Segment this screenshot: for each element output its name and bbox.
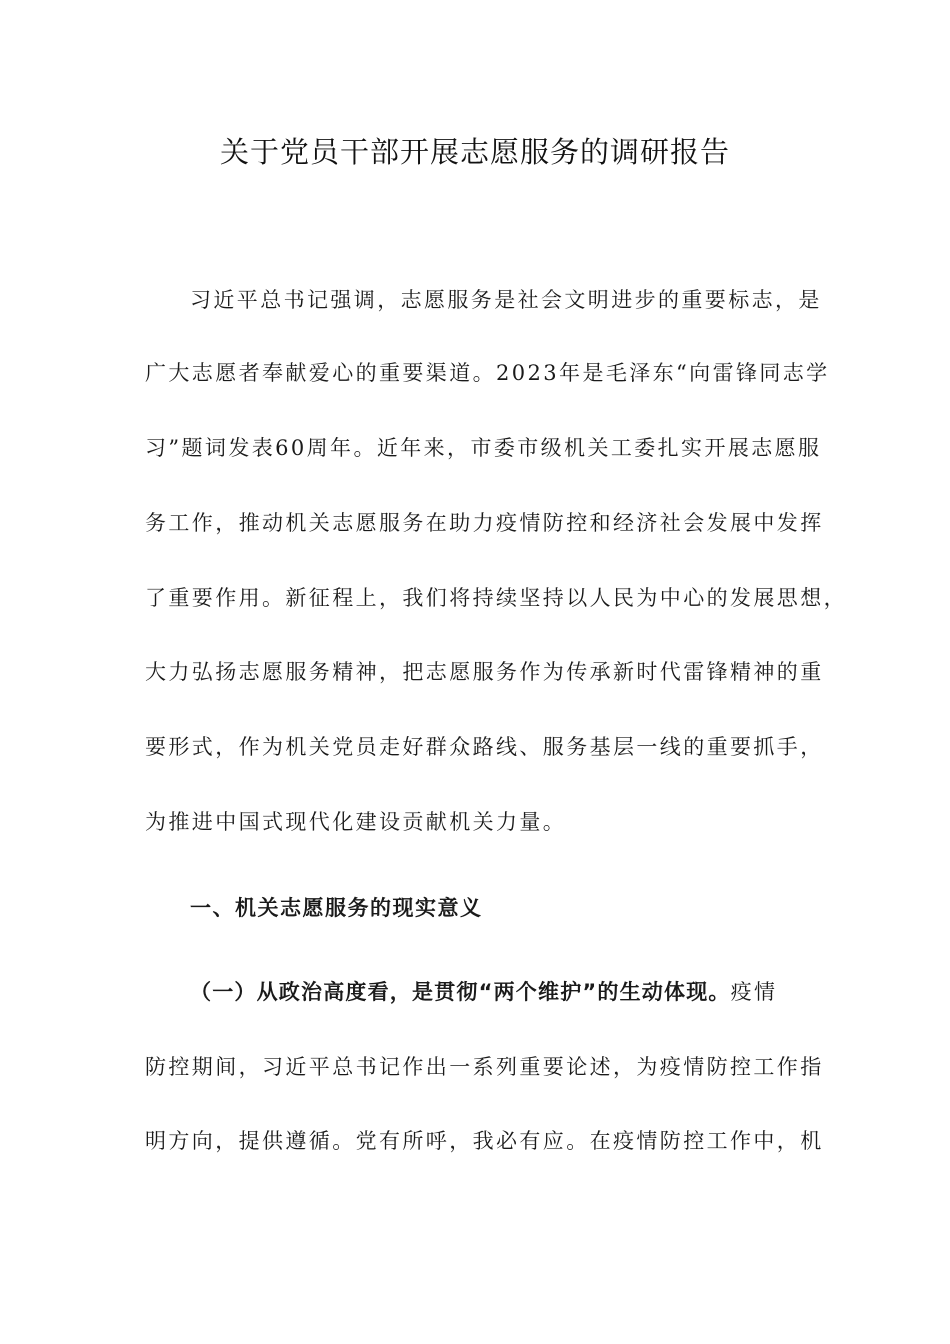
subsection-lead-rest: 疫情 bbox=[730, 980, 778, 1004]
section-heading: 一、机关志愿服务的现实意义 bbox=[190, 896, 483, 920]
paragraph-line: 大力弘扬志愿服务精神，把志愿服务作为传承新时代雷锋精神的重 bbox=[145, 660, 824, 684]
paragraph-line: 明方向，提供遵循。党有所呼，我必有应。在疫情防控工作中，机 bbox=[145, 1129, 824, 1153]
paragraph-line: 习近平总书记强调，志愿服务是社会文明进步的重要标志，是 bbox=[190, 288, 822, 312]
subsection-first-line bbox=[190, 972, 805, 1012]
document-title: 关于党员干部开展志愿服务的调研报告 bbox=[219, 135, 730, 169]
paragraph-line: 防控期间，习近平总书记作出一系列重要论述，为疫情防控工作指 bbox=[145, 1055, 824, 1079]
paragraph-line: 习”题词发表60周年。近年来，市委市级机关工委扎实开展志愿服 bbox=[145, 436, 822, 460]
paragraph-line: 了重要作用。新征程上，我们将持续坚持以人民为中心的发展思想， bbox=[145, 586, 847, 610]
paragraph-line: 务工作，推动机关志愿服务在助力疫情防控和经济社会发展中发挥 bbox=[145, 511, 824, 535]
paragraph-line: 广大志愿者奉献爱心的重要渠道。2023年是毛泽东“向雷锋同志学 bbox=[145, 361, 830, 385]
paragraph-line: 为推进中国式现代化建设贡献机关力量。 bbox=[145, 810, 567, 834]
paragraph-line: 要形式，作为机关党员走好群众路线、服务基层一线的重要抓手， bbox=[145, 735, 824, 759]
subsection-bold-lead: （一）从政治高度看，是贯彻“两个维护”的生动体现。 bbox=[190, 980, 731, 1004]
